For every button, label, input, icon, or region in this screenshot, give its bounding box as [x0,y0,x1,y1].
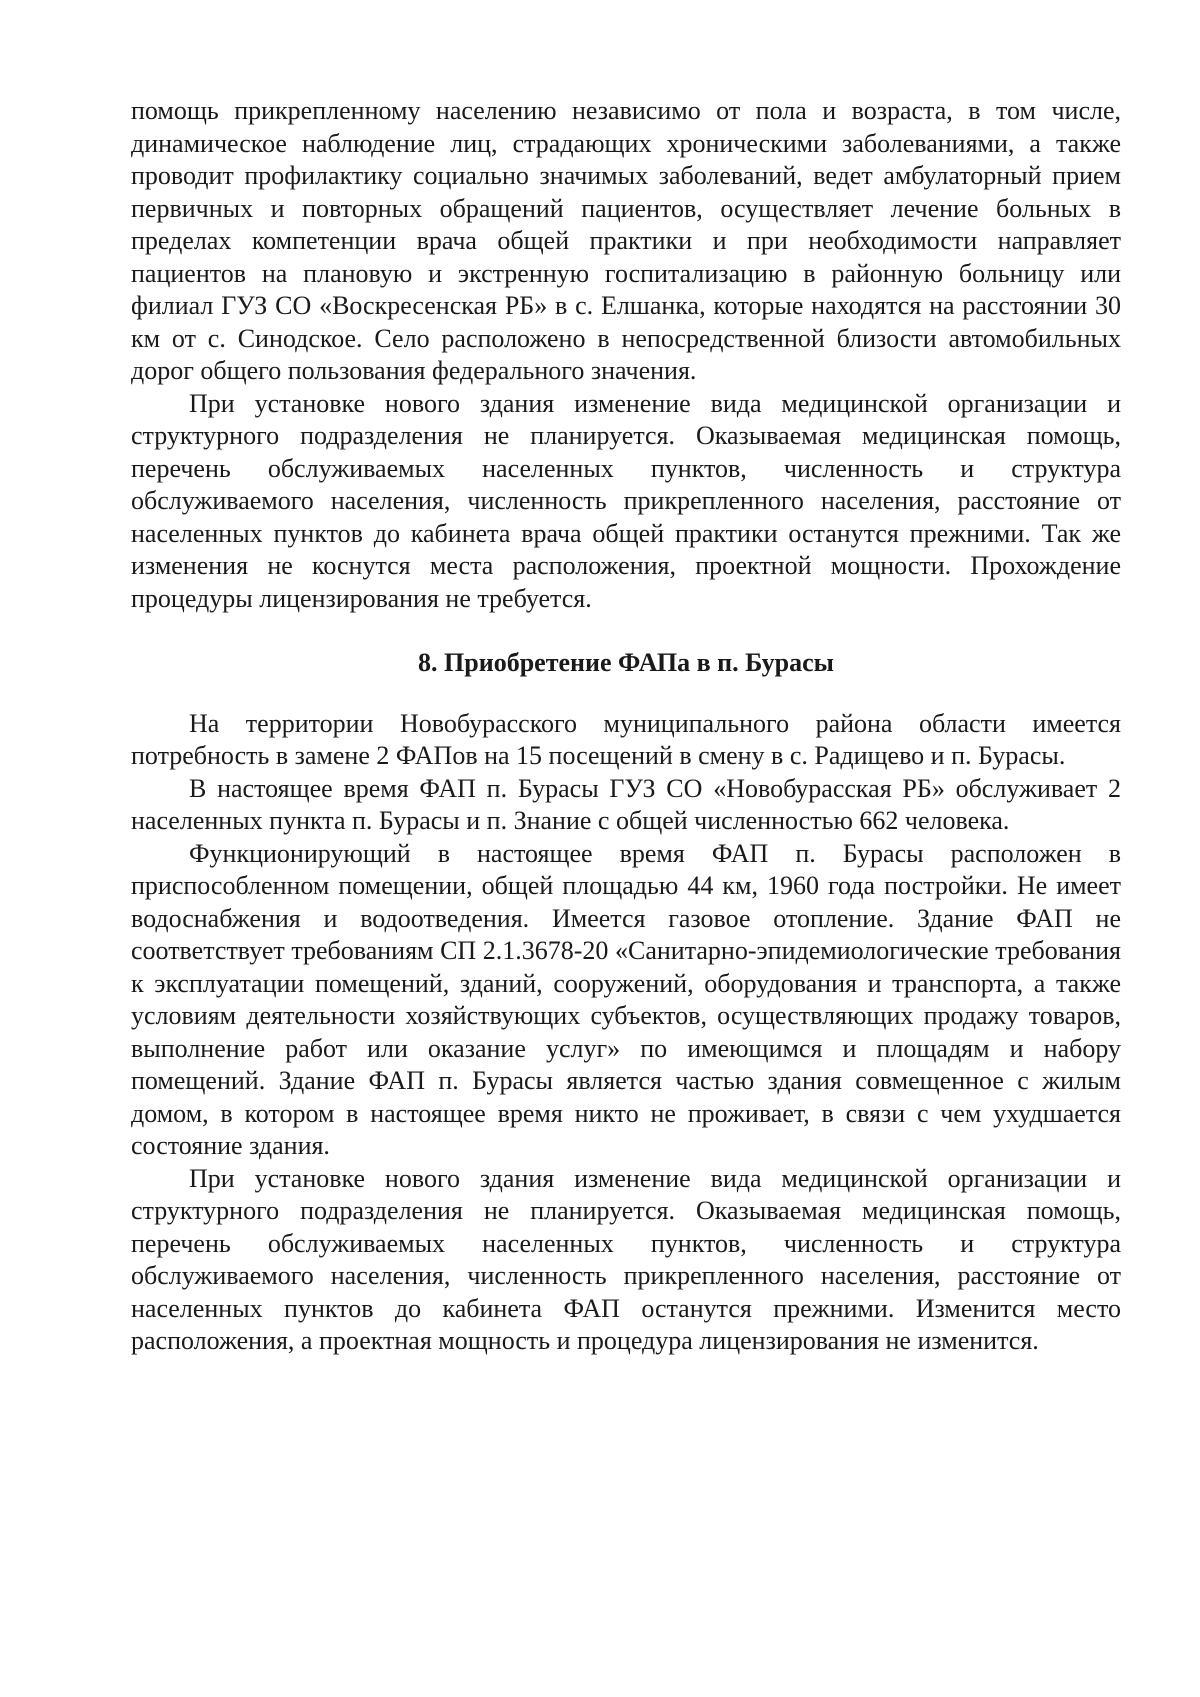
paragraph-building-state: Функционирующий в настоящее время ФАП п. Бурасы расположен в приспособленном помещении, общей площадью 44 км, 1960 года постройки. Не имеет водоснабжения и водоотведения. Имеется газовое отопление. Здание ФАП не соответствует требованиям СП 2.1.3678-20 «Санитарно-эпидемиологические требования к эксплуатации помещений, зданий, сооружений, оборудования и транспорта, а также условиям деятельности хозяйствующих субъектов, осуществляющих продажу товаров, выполнение работ или оказание услуг» по имеющимся и площадям и набору помещений. Здание ФАП п. Бурасы является частью здания совмещенное с жилым домом, в котором в настоящее время никто не проживает, в связи с чем ухудшается состояние здания. [131,838,1121,1160]
paragraph-no-change-fap: При установке нового здания изменение вида медицинской организации и структурного подразделения не планируется. Оказываемая медицинская помощь, перечень обслуживаемых населенных пунктов, численность и структура обслуживаемого населения, численность прикрепленного населения, расстояние от населенных пунктов до кабинета ФАП останутся прежними. Изменится место расположения, а проектная мощность и процедура лицензирования не изменится. [131,1163,1121,1355]
spacer [131,615,1121,647]
section-heading: 8. Приобретение ФАПа в п. Бурасы [418,648,834,677]
paragraph-need: На территории Новобурасского муниципального района области имеется потребность в замене 2 ФАПов на 15 посещений в смену в с. Радищево и п. Бурасы. [131,708,1121,770]
paragraph-no-change: При установке нового здания изменение вида медицинской организации и структурного подразделения не планируется. Оказываемая медицинская помощь, перечень обслуживаемых населенных пунктов, численность и структура обслуживаемого населения, численность прикрепленного населения, расстояние от населенных пунктов до кабинета врача общей практики останутся прежними. Так же изменения не коснутся места расположения, проектной мощности. Прохождение процедуры лицензирования не требуется. [131,388,1121,613]
paragraph-continuation: помощь прикрепленному населению независимо от пола и возраста, в том числе, динамическое наблюдение лиц, страдающих хроническими заболеваниями, а также проводит профилактику социально значимых заболеваний, ведет амбулаторный прием первичных и повторных обращений пациентов, осуществляет лечение больных в пределах компетенции врача общей практики и при необходимости направляет пациентов на плановую и экстренную госпитализацию в районную больницу или филиал ГУЗ СО «Воскресенская РБ» в с. Елшанка, которые находятся на расстоянии 30 км от с. Синодское. Село расположено в непосредственной близости автомобильных дорог общего пользования федерального значения. [131,96,1121,385]
document-page [131,95,1121,1358]
spacer [131,680,1121,708]
paragraph-service-area: В настоящее время ФАП п. Бурасы ГУЗ СО «Новобурасская РБ» обслуживает 2 населенных пункта п. Бурасы и п. Знание с общей численностью 662 человека. [131,773,1121,835]
